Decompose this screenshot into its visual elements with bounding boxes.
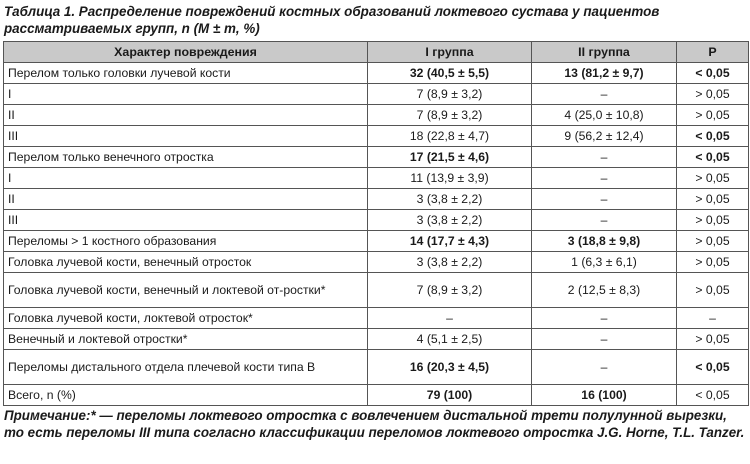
row-label-cell: II [4, 189, 368, 210]
table-caption [4, 3, 746, 37]
row-label-cell: Переломы > 1 костного образования [4, 231, 368, 252]
caption-text: Распределение повреждений костных образований локтевого сустава у пациентов рассматриваемых групп, n (M ± m, %) [4, 4, 660, 36]
p-value-cell: > 0,05 [677, 189, 749, 210]
group2-cell: 2 (12,5 ± 8,3) [532, 273, 677, 308]
row-label-cell: Переломы дистального отдела плечевой кости типа В [4, 350, 368, 385]
header-cell: P [677, 42, 749, 63]
row-label-cell: Головка лучевой кости, венечный отросток [4, 252, 368, 273]
group2-cell: – [532, 168, 677, 189]
row-label-cell: Перелом только венечного отростка [4, 147, 368, 168]
row-label-cell: Головка лучевой кости, локтевой отросток* [4, 308, 368, 329]
p-value-cell: < 0,05 [677, 385, 749, 406]
p-value-cell: > 0,05 [677, 84, 749, 105]
p-value-cell: > 0,05 [677, 210, 749, 231]
row-label-cell: I [4, 84, 368, 105]
caption-label: Таблица 1. [4, 4, 76, 19]
group2-cell: – [532, 147, 677, 168]
p-value-cell: < 0,05 [677, 126, 749, 147]
group2-cell: 16 (100) [532, 385, 677, 406]
table-row [4, 308, 749, 329]
group1-cell: 79 (100) [368, 385, 532, 406]
group2-cell: – [532, 350, 677, 385]
table-footnote [4, 407, 746, 441]
p-value-cell: – [677, 308, 749, 329]
row-label-cell: I [4, 168, 368, 189]
table-row [4, 147, 749, 168]
group2-cell: – [532, 329, 677, 350]
group2-cell: 13 (81,2 ± 9,7) [532, 63, 677, 84]
group2-cell: 4 (25,0 ± 10,8) [532, 105, 677, 126]
group2-cell: – [532, 210, 677, 231]
group1-cell: 7 (8,9 ± 3,2) [368, 84, 532, 105]
header-cell: I группа [368, 42, 532, 63]
table-row [4, 84, 749, 105]
group1-cell: 14 (17,7 ± 4,3) [368, 231, 532, 252]
group2-cell: – [532, 84, 677, 105]
row-label-cell: Перелом только головки лучевой кости [4, 63, 368, 84]
group1-cell: 16 (20,3 ± 4,5) [368, 350, 532, 385]
p-value-cell: > 0,05 [677, 231, 749, 252]
group1-cell: 7 (8,9 ± 3,2) [368, 105, 532, 126]
group1-cell: 18 (22,8 ± 4,7) [368, 126, 532, 147]
table-row [4, 252, 749, 273]
table-row [4, 126, 749, 147]
group2-cell: – [532, 189, 677, 210]
table-row [4, 329, 749, 350]
header-cell: Характер повреждения [4, 42, 368, 63]
table-body [4, 63, 749, 406]
row-label-cell: Венечный и локтевой отростки* [4, 329, 368, 350]
p-value-cell: < 0,05 [677, 350, 749, 385]
group1-cell: 7 (8,9 ± 3,2) [368, 273, 532, 308]
row-label-cell: Головка лучевой кости, венечный и локтевой от-ростки* [4, 273, 368, 308]
row-label-cell: III [4, 126, 368, 147]
p-value-cell: > 0,05 [677, 273, 749, 308]
group1-cell: 17 (21,5 ± 4,6) [368, 147, 532, 168]
group2-cell: – [532, 308, 677, 329]
table-row [4, 189, 749, 210]
header-cell: II группа [532, 42, 677, 63]
group2-cell: 9 (56,2 ± 12,4) [532, 126, 677, 147]
p-value-cell: > 0,05 [677, 105, 749, 126]
table-row [4, 210, 749, 231]
table-row [4, 63, 749, 84]
row-label-cell: III [4, 210, 368, 231]
p-value-cell: > 0,05 [677, 252, 749, 273]
table-row [4, 385, 749, 406]
row-label-cell: II [4, 105, 368, 126]
table-header-row [4, 42, 749, 63]
group1-cell: 3 (3,8 ± 2,2) [368, 210, 532, 231]
row-label-cell: Всего, n (%) [4, 385, 368, 406]
group2-cell: 1 (6,3 ± 6,1) [532, 252, 677, 273]
group1-cell: 4 (5,1 ± 2,5) [368, 329, 532, 350]
table-row [4, 273, 749, 308]
p-value-cell: > 0,05 [677, 329, 749, 350]
data-table [3, 41, 749, 406]
group1-cell: 11 (13,9 ± 3,9) [368, 168, 532, 189]
table-row [4, 350, 749, 385]
p-value-cell: > 0,05 [677, 168, 749, 189]
p-value-cell: < 0,05 [677, 147, 749, 168]
table-row [4, 168, 749, 189]
group1-cell: – [368, 308, 532, 329]
table-row [4, 231, 749, 252]
note-label: Примечание: [4, 408, 91, 423]
note-text: * — переломы локтевого отростка с вовлечением дистальной трети полулунной вырезки, то есть переломы III типа согласно классификации переломов локтевого отростка J.G. Horne, T.L. Tanzer. [4, 408, 745, 440]
p-value-cell: < 0,05 [677, 63, 749, 84]
group1-cell: 3 (3,8 ± 2,2) [368, 189, 532, 210]
group1-cell: 32 (40,5 ± 5,5) [368, 63, 532, 84]
group2-cell: 3 (18,8 ± 9,8) [532, 231, 677, 252]
group1-cell: 3 (3,8 ± 2,2) [368, 252, 532, 273]
table-row [4, 105, 749, 126]
